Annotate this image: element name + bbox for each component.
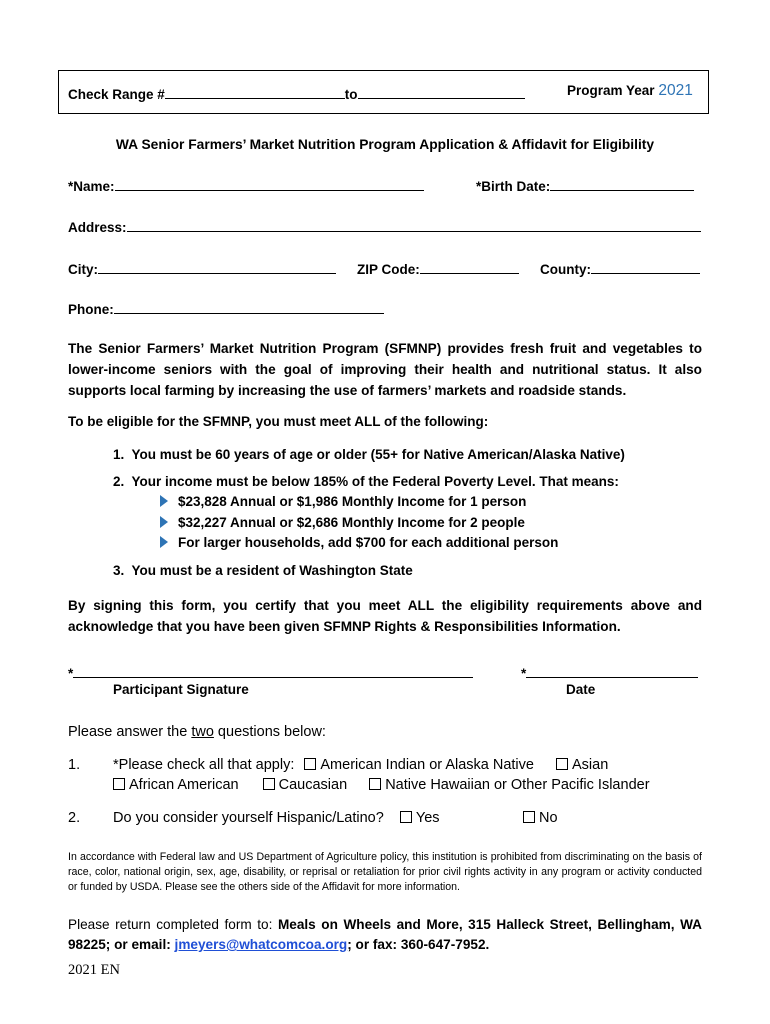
email-link[interactable]: jmeyers@whatcomcoa.org xyxy=(174,937,348,952)
program-year-label: Program Year xyxy=(567,83,655,98)
check-range-box xyxy=(58,70,709,114)
income-bullet: $23,828 Annual or $1,986 Monthly Income for 1 person xyxy=(160,494,526,509)
address-label: Address: xyxy=(68,220,127,235)
city-field[interactable] xyxy=(98,259,336,274)
question-2: Do you consider yourself Hispanic/Latino? Yes xyxy=(113,810,440,826)
checkbox-caucasian[interactable] xyxy=(263,778,275,790)
city-label: City: xyxy=(68,262,98,277)
date-label: Date xyxy=(566,682,596,697)
phone-label: Phone: xyxy=(68,302,114,317)
requirement-3: 3. You must be a resident of Washington State xyxy=(113,563,413,578)
county-field[interactable] xyxy=(591,259,700,274)
birth-date-label: *Birth Date: xyxy=(476,179,551,194)
arrow-bullet-icon xyxy=(160,536,168,548)
participant-signature-field[interactable] xyxy=(73,663,473,678)
name-field[interactable] xyxy=(115,176,424,191)
phone-field[interactable] xyxy=(114,299,384,314)
question-2-number: 2. xyxy=(68,810,81,826)
required-star: * xyxy=(521,666,527,681)
county-label: County: xyxy=(540,262,591,277)
program-description: The Senior Farmers’ Market Nutrition Program (SFMNP) provides fresh fruit and vegetables to lower-income seniors with the goal of improving their health and nutritional status. It also supports local farming by increasing the use of farmers’ markets and roadside stands. xyxy=(68,341,702,398)
address-field[interactable] xyxy=(127,217,701,232)
check-range-label: Check Range # xyxy=(68,87,165,102)
eligibility-heading: To be eligible for the SFMNP, you must meet ALL of the following: xyxy=(68,414,489,429)
certification-statement: By signing this form, you certify that you meet ALL the eligibility requirements above and acknowledge that you have been given SFMNP Rights & Responsibilities Information. xyxy=(68,598,702,634)
checkbox-hispanic-yes[interactable] xyxy=(400,811,412,823)
arrow-bullet-icon xyxy=(160,516,168,528)
questions-intro: Please answer the two questions below: xyxy=(68,724,326,740)
checkbox-asian[interactable] xyxy=(556,758,568,770)
check-range-end-field[interactable] xyxy=(358,84,525,99)
birth-date-field[interactable] xyxy=(550,176,694,191)
nondiscrimination-statement: In accordance with Federal law and US Department of Agriculture policy, this institution is prohibited from discriminating on the basis of race, color, national origin, sex, age, disability, or reprisal or retaliation for prior civil rights activity in any program or activity conducted or funded by USDA. Please see the others side of the Affidavit for more information. xyxy=(68,851,702,893)
checkbox-hispanic-no[interactable] xyxy=(523,811,535,823)
form-version: 2021 EN xyxy=(68,962,120,978)
checkbox-african-american[interactable] xyxy=(113,778,125,790)
checkbox-native-hawaiian[interactable] xyxy=(369,778,381,790)
program-year-value: 2021 xyxy=(658,82,693,99)
question-2-text: Do you consider yourself Hispanic/Latino? xyxy=(113,810,384,826)
check-range-start-field[interactable] xyxy=(165,84,345,99)
requirement-2: 2. Your income must be below 185% of the Federal Poverty Level. That means: xyxy=(113,474,619,489)
participant-signature-label: Participant Signature xyxy=(113,682,249,697)
zip-field[interactable] xyxy=(420,259,519,274)
question-1-options-row-2: African American Caucasian Native Hawaiian or Other Pacific Islander xyxy=(113,777,650,793)
requirement-1: 1. You must be 60 years of age or older (55+ for Native American/Alaska Native) xyxy=(113,447,625,462)
income-bullet: $32,227 Annual or $2,686 Monthly Income for 2 people xyxy=(160,515,525,530)
checkbox-american-indian[interactable] xyxy=(304,758,316,770)
name-label: *Name: xyxy=(68,179,115,194)
to-label: to xyxy=(344,87,358,102)
zip-label: ZIP Code: xyxy=(357,262,420,277)
required-star: * xyxy=(68,666,74,681)
return-instructions: Please return completed form to: Meals on Wheels and More, 315 Halleck Street, Bellingham, WA 98225; or email: jmeyers@whatcomcoa.org; or fax: 360-647-7952. xyxy=(68,917,702,952)
signature-date-field[interactable] xyxy=(526,663,698,678)
income-bullet: For larger households, add $700 for each additional person xyxy=(160,535,558,550)
question-1-number: 1. xyxy=(68,757,81,773)
form-title: WA Senior Farmers’ Market Nutrition Program Application & Affidavit for Eligibility xyxy=(115,137,655,152)
question-1-text: *Please check all that apply: xyxy=(113,757,295,773)
arrow-bullet-icon xyxy=(160,495,168,507)
question-1: *Please check all that apply: American Indian or Alaska Native Asian xyxy=(113,757,609,773)
